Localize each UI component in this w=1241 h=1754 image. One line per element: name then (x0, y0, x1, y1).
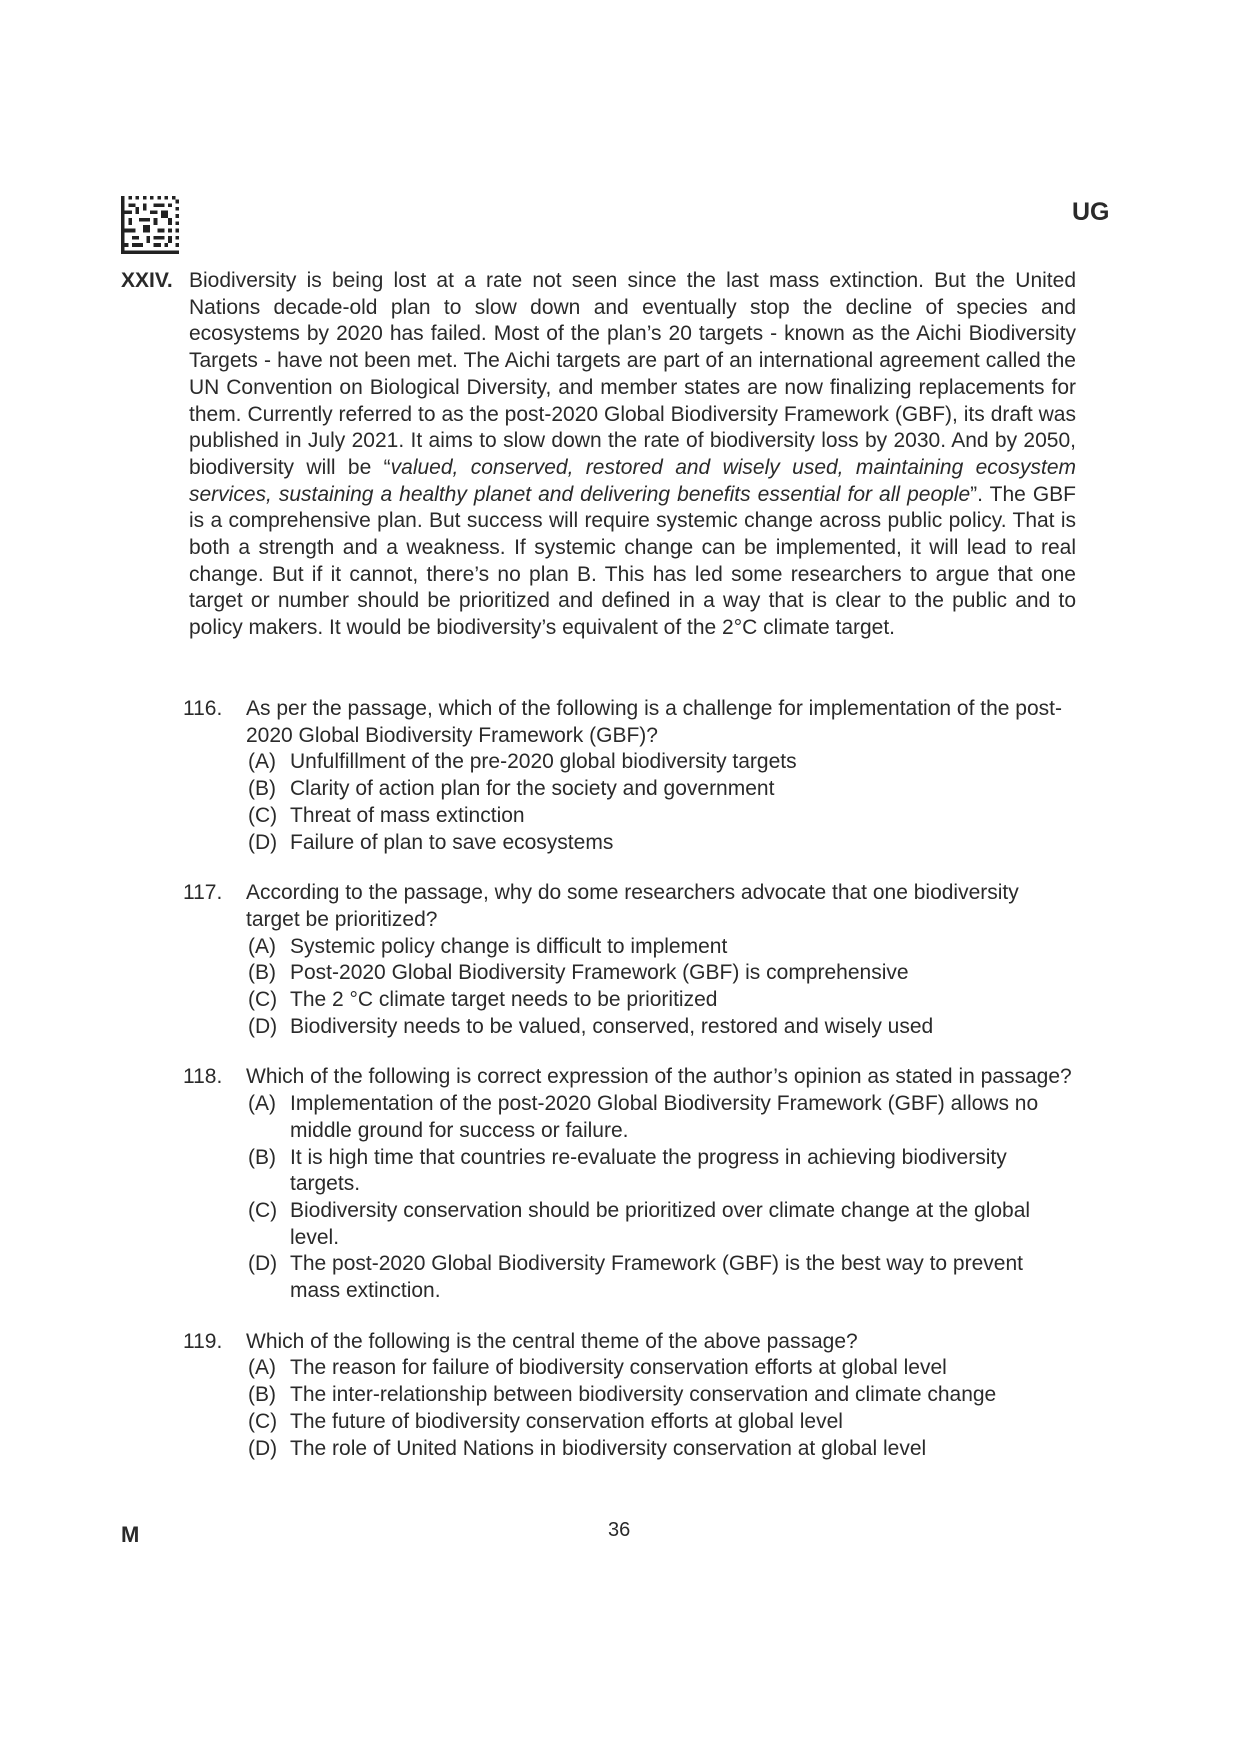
option-a[interactable] (248, 934, 1076, 961)
option-label: (C) (248, 1409, 278, 1433)
page-number: 36 (608, 1519, 631, 1541)
option-c[interactable] (248, 1409, 1076, 1436)
option-text: Failure of plan to save ecosystems (290, 830, 614, 854)
passage-text-part: Biodiversity is being lost at a rate not seen since the last mass extinction. But the United Nations decade-old plan to slow down and eventually stop the decline of species and ecosystems by 2020 has failed. Most of the plan’s 20 targets - known as the Aichi Biodiversity Targets - have not been met. The Aichi targets are part of an international agreement called the UN Convention on Biological Diversity, and member states are now finalizing replacements for them. Currently referred to as the post-2020 Global Biodiversity Framework (GBF), its draft was published in July 2021. It aims to slow down the rate of biodiversity loss by 2030. And by 2050, biodiversity will be “ (189, 269, 1076, 479)
reading-passage (121, 268, 1076, 642)
option-label: (D) (248, 1252, 278, 1276)
option-label: (C) (248, 988, 278, 1012)
question-text: Which of the following is correct expression of the author’s opinion as stated in passage? (246, 1065, 1072, 1089)
question-text: As per the passage, which of the following is a challenge for implementation of the post-2020 Global Biodiversity Framework (GBF)? (246, 697, 1062, 747)
passage-text-part: ”. The GBF is a comprehensive plan. But success will require systemic change across public policy. That is both a strength and a weakness. If systemic change can be implemented, it will lead to real change. But if it cannot, there’s no plan B. This has led some researchers to argue that one target or number should be prioritized and defined in a way that is clear to the public and to policy makers. It would be biodiversity’s equivalent of the 2°C climate target. (189, 482, 1076, 640)
option-d[interactable] (248, 1251, 1076, 1304)
option-text: Clarity of action plan for the society and government (290, 777, 775, 801)
question-119 (121, 1329, 1076, 1463)
option-d[interactable] (248, 1436, 1076, 1463)
datamatrix-code-icon (121, 196, 179, 254)
option-text: The post-2020 Global Biodiversity Framework (GBF) is the best way to prevent mass extinction. (290, 1252, 1023, 1303)
option-label: (C) (248, 803, 278, 827)
question-117 (121, 880, 1076, 1040)
option-c[interactable] (248, 803, 1076, 830)
passage-number: XXIV. (121, 269, 173, 292)
option-label: (C) (248, 1198, 278, 1222)
option-label: (A) (248, 934, 276, 958)
question-118 (121, 1064, 1076, 1304)
option-a[interactable] (248, 1355, 1076, 1382)
option-label: (B) (248, 777, 276, 801)
question-number: 117. (183, 881, 223, 905)
passage-quote: valued, conserved, restored and wisely used, maintaining ecosystem services, sustaining a healthy planet and delivering benefits essential for all people (189, 455, 1076, 506)
option-text: Threat of mass extinction (290, 803, 525, 827)
question-text: Which of the following is the central theme of the above passage? (246, 1329, 858, 1353)
option-text: The future of biodiversity conservation efforts at global level (290, 1409, 843, 1433)
option-label: (B) (248, 961, 276, 985)
option-label: (A) (248, 1092, 276, 1116)
option-text: Systemic policy change is difficult to implement (290, 934, 728, 958)
option-text: The role of United Nations in biodiversity conservation at global level (290, 1436, 927, 1460)
option-text: It is high time that countries re-evaluate the progress in achieving biodiversity targets. (290, 1145, 1007, 1196)
option-b[interactable] (248, 1382, 1076, 1409)
option-c[interactable] (248, 987, 1076, 1014)
option-label: (B) (248, 1145, 276, 1169)
option-label: (B) (248, 1383, 276, 1407)
option-list (121, 1091, 1076, 1305)
option-text: Post-2020 Global Biodiversity Framework (GBF) is comprehensive (290, 961, 909, 985)
option-text: Biodiversity needs to be valued, conserved, restored and wisely used (290, 1014, 934, 1038)
question-number: 118. (183, 1065, 223, 1089)
option-c[interactable] (248, 1198, 1076, 1251)
option-list (121, 749, 1076, 856)
option-text: The inter-relationship between biodiversity conservation and climate change (290, 1383, 997, 1407)
passage-text (189, 268, 1076, 642)
option-label: (A) (248, 1356, 276, 1380)
option-a[interactable] (248, 749, 1076, 776)
question-number: 116. (183, 697, 223, 720)
question-list (121, 696, 1076, 1486)
question-text: According to the passage, why do some researchers advocate that one biodiversity target be prioritized? (246, 881, 1019, 931)
option-text: Implementation of the post-2020 Global Biodiversity Framework (GBF) allows no middle ground for success or failure. (290, 1092, 1039, 1142)
option-a[interactable] (248, 1091, 1076, 1144)
option-text: The 2 °C climate target needs to be prioritized (290, 988, 718, 1012)
option-text: The reason for failure of biodiversity conservation efforts at global level (290, 1356, 947, 1380)
option-label: (D) (248, 1436, 278, 1460)
exam-code-label: UG (1072, 198, 1110, 226)
option-b[interactable] (248, 960, 1076, 987)
option-text: Biodiversity conservation should be prioritized over climate change at the global level. (290, 1198, 1031, 1249)
question-116 (121, 696, 1076, 856)
option-d[interactable] (248, 830, 1076, 857)
booklet-series-code: M (121, 1522, 140, 1547)
option-b[interactable] (248, 776, 1076, 803)
option-d[interactable] (248, 1014, 1076, 1041)
option-list (121, 934, 1076, 1041)
option-label: (A) (248, 750, 276, 774)
option-label: (D) (248, 830, 278, 854)
option-label: (D) (248, 1014, 278, 1038)
option-b[interactable] (248, 1145, 1076, 1198)
question-number: 119. (183, 1329, 223, 1353)
option-list (121, 1355, 1076, 1462)
option-text: Unfulfillment of the pre-2020 global biodiversity targets (290, 750, 797, 774)
